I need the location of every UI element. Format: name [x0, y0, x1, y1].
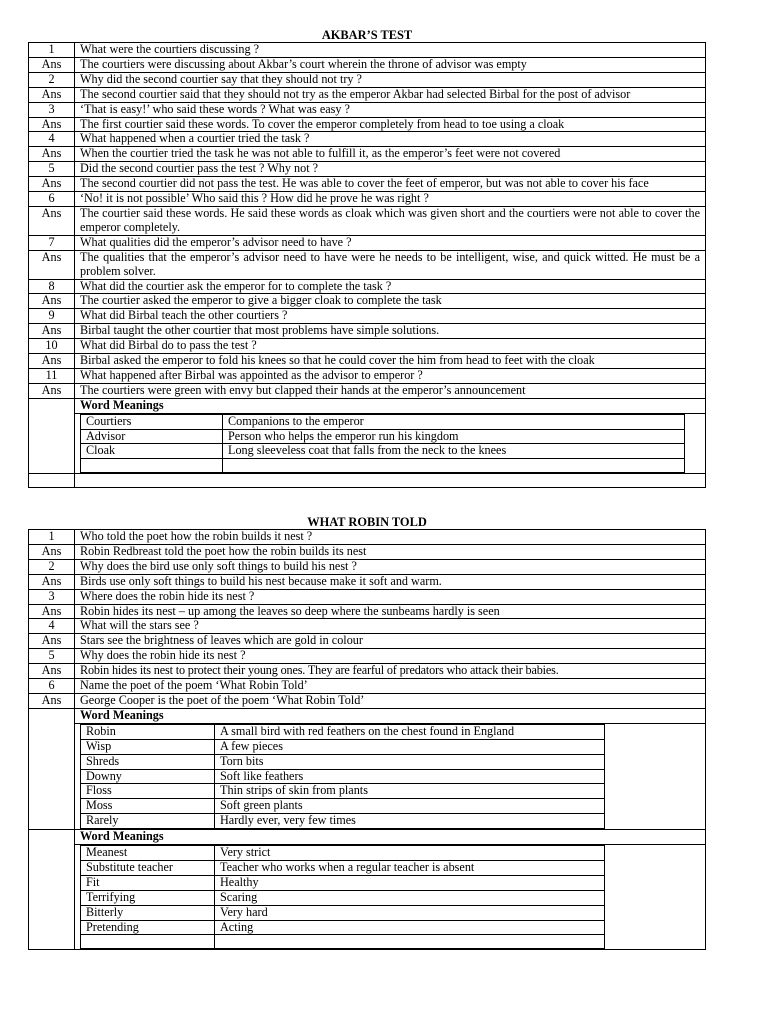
- row-text: ‘No! it is not possible’ Who said this ? How did he prove he was right ?: [75, 192, 706, 207]
- row-number: 11: [29, 368, 75, 383]
- word-meaning-row: [81, 814, 605, 829]
- qa-row: [29, 192, 706, 207]
- word-meanings-cell: [75, 723, 706, 829]
- meaning: Very strict: [215, 846, 605, 861]
- blank-cell: [685, 429, 700, 444]
- row-number: 3: [29, 589, 75, 604]
- row-text: What qualities did the emperor’s advisor need to have ?: [75, 235, 706, 250]
- row-number: [29, 708, 75, 723]
- word-meaning-row: [81, 784, 605, 799]
- row-number: Ans: [29, 634, 75, 649]
- meaning: A small bird with red feathers on the chest found in England: [215, 724, 605, 739]
- row-text: The second courtier did not pass the test. He was able to cover the feet of emperor, but was not able to cover his face: [75, 177, 706, 192]
- row-number: 2: [29, 559, 75, 574]
- row-text: The qualities that the emperor’s advisor need to have were he needs to be intelligent, wise, and quick witted. He must be a problem solver.: [75, 250, 706, 279]
- row-text: Name the poet of the poem ‘What Robin Told’: [75, 679, 706, 694]
- row-number: Ans: [29, 117, 75, 132]
- section-title-akbars-test: AKBAR’S TEST: [321, 28, 413, 42]
- meaning: Soft like feathers: [215, 769, 605, 784]
- row-text: Who told the poet how the robin builds it nest ?: [75, 530, 706, 545]
- word-meanings-heading: Word Meanings: [75, 830, 706, 845]
- row-number: 7: [29, 235, 75, 250]
- qa-row: [29, 693, 706, 708]
- row-number: 4: [29, 132, 75, 147]
- row-number: Ans: [29, 206, 75, 235]
- row-number: [29, 398, 75, 413]
- row-text: The courtiers were green with envy but clapped their hands at the emperor’s announcement: [75, 383, 706, 398]
- row-number: Ans: [29, 57, 75, 72]
- word-meaning-row: [81, 754, 605, 769]
- word-meaning-row: [81, 846, 605, 861]
- qa-row: [29, 206, 706, 235]
- word-meanings-table: [80, 724, 605, 829]
- word: Courtiers: [81, 414, 223, 429]
- row-number: Ans: [29, 294, 75, 309]
- meaning: Companions to the emperor: [223, 414, 685, 429]
- word-meanings-table: [80, 845, 605, 949]
- meaning: Acting: [215, 920, 605, 935]
- word: Advisor: [81, 429, 223, 444]
- row-text: ‘That is easy!’ who said these words ? What was easy ?: [75, 102, 706, 117]
- qa-row: [29, 574, 706, 589]
- meaning: Long sleeveless coat that falls from the neck to the knees: [223, 444, 685, 459]
- word-meanings-row: [29, 413, 706, 474]
- word-meanings-header-row: [29, 708, 706, 723]
- word-meaning-row: [81, 920, 605, 935]
- qa-row: [29, 132, 706, 147]
- row-number: 9: [29, 309, 75, 324]
- meaning: [215, 935, 605, 949]
- row-number: 1: [29, 530, 75, 545]
- row-number: Ans: [29, 574, 75, 589]
- qa-row: [29, 279, 706, 294]
- row-text: Why did the second courtier say that they should not try ?: [75, 72, 706, 87]
- row-text: What did Birbal do to pass the test ?: [75, 339, 706, 354]
- row-text: The courtier asked the emperor to give a bigger cloak to complete the task: [75, 294, 706, 309]
- qa-row: [29, 235, 706, 250]
- word-meanings-cell: [75, 845, 706, 950]
- qa-row: [29, 162, 706, 177]
- qa-row: [29, 589, 706, 604]
- row-text: The first courtier said these words. To cover the emperor completely from head to toe using a cloak: [75, 117, 706, 132]
- row-text: Stars see the brightness of leaves which are gold in colour: [75, 634, 706, 649]
- row-number: 5: [29, 162, 75, 177]
- blank-cell: [75, 474, 706, 488]
- word: Terrifying: [81, 890, 215, 905]
- row-text: George Cooper is the poet of the poem ‘What Robin Told’: [75, 693, 706, 708]
- qa-table-akbars-test: [28, 42, 706, 488]
- word: [81, 935, 215, 949]
- row-number: [29, 845, 75, 950]
- qa-row: [29, 102, 706, 117]
- word-meaning-row: [81, 429, 700, 444]
- qa-row: [29, 530, 706, 545]
- qa-row: [29, 354, 706, 369]
- meaning: [223, 459, 685, 473]
- word: [81, 459, 223, 473]
- row-number: 6: [29, 679, 75, 694]
- row-number: [29, 413, 75, 474]
- word: Substitute teacher: [81, 860, 215, 875]
- row-number: 3: [29, 102, 75, 117]
- word-meaning-row: [81, 799, 605, 814]
- word: Moss: [81, 799, 215, 814]
- word: Shreds: [81, 754, 215, 769]
- word-meaning-row: [81, 769, 605, 784]
- row-text: Birds use only soft things to build his nest because make it soft and warm.: [75, 574, 706, 589]
- row-text: Why does the bird use only soft things to build his nest ?: [75, 559, 706, 574]
- row-number: 10: [29, 339, 75, 354]
- row-number: Ans: [29, 324, 75, 339]
- word-meaning-row: [81, 444, 700, 459]
- word-meanings-table: [80, 414, 700, 474]
- meaning: Healthy: [215, 875, 605, 890]
- meaning: Very hard: [215, 905, 605, 920]
- qa-row: [29, 294, 706, 309]
- word-meaning-row: [81, 739, 605, 754]
- row-number: Ans: [29, 147, 75, 162]
- row-number: Ans: [29, 693, 75, 708]
- row-text: The courtiers were discussing about Akbar’s court wherein the throne of advisor was empty: [75, 57, 706, 72]
- qa-row: [29, 324, 706, 339]
- row-text: What happened after Birbal was appointed as the advisor to emperor ?: [75, 368, 706, 383]
- row-number: 5: [29, 649, 75, 664]
- row-text: The courtier said these words. He said these words as cloak which was given short and the courtiers were not able to cover the emperor completely.: [75, 206, 706, 235]
- qa-row: [29, 57, 706, 72]
- qa-row: [29, 250, 706, 279]
- word-meaning-row: [81, 860, 605, 875]
- word: Downy: [81, 769, 215, 784]
- word-meanings-row: [29, 845, 706, 950]
- row-number: Ans: [29, 177, 75, 192]
- qa-row: [29, 43, 706, 58]
- word: Pretending: [81, 920, 215, 935]
- qa-row: [29, 117, 706, 132]
- row-number: Ans: [29, 383, 75, 398]
- word-meanings-cell: [75, 413, 706, 474]
- word: Cloak: [81, 444, 223, 459]
- blank-cell: [685, 459, 700, 473]
- word-meaning-row: [81, 935, 605, 949]
- row-text: When the courtier tried the task he was not able to fulfill it, as the emperor’s feet were not covered: [75, 147, 706, 162]
- word-meaning-row: [81, 724, 605, 739]
- row-number: [29, 830, 75, 845]
- qa-row: [29, 559, 706, 574]
- word-meanings-heading: Word Meanings: [75, 398, 706, 413]
- section-title-what-robin-told: WHAT ROBIN TOLD: [307, 515, 427, 529]
- row-text: What did the courtier ask the emperor for to complete the task ?: [75, 279, 706, 294]
- word-meanings-header-row: [29, 398, 706, 413]
- blank-cell: [29, 474, 75, 488]
- row-number: 1: [29, 43, 75, 58]
- row-number: Ans: [29, 604, 75, 619]
- row-text: Did the second courtier pass the test ? Why not ?: [75, 162, 706, 177]
- qa-row: [29, 177, 706, 192]
- meaning: Person who helps the emperor run his kingdom: [223, 429, 685, 444]
- meaning: Scaring: [215, 890, 605, 905]
- qa-row: [29, 87, 706, 102]
- qa-row: [29, 72, 706, 87]
- row-text: What did Birbal teach the other courtiers ?: [75, 309, 706, 324]
- blank-cell: [685, 414, 700, 429]
- row-text: What were the courtiers discussing ?: [75, 43, 706, 58]
- qa-row: [29, 368, 706, 383]
- word: Fit: [81, 875, 215, 890]
- word: Rarely: [81, 814, 215, 829]
- qa-row: [29, 604, 706, 619]
- qa-row: [29, 664, 706, 679]
- qa-row: [29, 309, 706, 324]
- row-number: Ans: [29, 544, 75, 559]
- row-text: Robin hides its nest – up among the leaves so deep where the sunbeams hardly is seen: [75, 604, 706, 619]
- word: Bitterly: [81, 905, 215, 920]
- row-text: Birbal asked the emperor to fold his knees so that he could cover the him from head to feet with the cloak: [75, 354, 706, 369]
- row-number: Ans: [29, 664, 75, 679]
- row-text: What happened when a courtier tried the task ?: [75, 132, 706, 147]
- word: Meanest: [81, 846, 215, 861]
- meaning: Teacher who works when a regular teacher is absent: [215, 860, 605, 875]
- meaning: Soft green plants: [215, 799, 605, 814]
- qa-row: [29, 649, 706, 664]
- meaning: Hardly ever, very few times: [215, 814, 605, 829]
- row-number: 6: [29, 192, 75, 207]
- row-number: Ans: [29, 354, 75, 369]
- row-number: 4: [29, 619, 75, 634]
- row-number: 8: [29, 279, 75, 294]
- word-meaning-row: [81, 890, 605, 905]
- word-meanings-row: [29, 723, 706, 829]
- row-text: Robin Redbreast told the poet how the robin builds its nest: [75, 544, 706, 559]
- word-meaning-row: [81, 459, 700, 473]
- row-text: Why does the robin hide its nest ?: [75, 649, 706, 664]
- word-meaning-row: [81, 875, 605, 890]
- word-meaning-row: [81, 414, 700, 429]
- row-number: Ans: [29, 87, 75, 102]
- blank-row: [29, 474, 706, 488]
- row-text: What will the stars see ?: [75, 619, 706, 634]
- qa-row: [29, 619, 706, 634]
- word: Wisp: [81, 739, 215, 754]
- row-text: The second courtier said that they should not try as the emperor Akbar had selected Birbal for the post of advisor: [75, 87, 706, 102]
- word-meanings-header-row: [29, 830, 706, 845]
- qa-row: [29, 679, 706, 694]
- row-number: Ans: [29, 250, 75, 279]
- blank-cell: [685, 444, 700, 459]
- meaning: A few pieces: [215, 739, 605, 754]
- qa-row: [29, 147, 706, 162]
- word: Floss: [81, 784, 215, 799]
- word-meanings-heading: Word Meanings: [75, 708, 706, 723]
- row-text: Robin hides its nest to protect their young ones. They are fearful of predators who attack their babies.: [75, 664, 706, 679]
- row-number: 2: [29, 72, 75, 87]
- row-text: Where does the robin hide its nest ?: [75, 589, 706, 604]
- meaning: Thin strips of skin from plants: [215, 784, 605, 799]
- qa-row: [29, 339, 706, 354]
- word-meaning-row: [81, 905, 605, 920]
- meaning: Torn bits: [215, 754, 605, 769]
- qa-row: [29, 383, 706, 398]
- qa-row: [29, 544, 706, 559]
- word: Robin: [81, 724, 215, 739]
- row-number: [29, 723, 75, 829]
- qa-row: [29, 634, 706, 649]
- row-text: Birbal taught the other courtier that most problems have simple solutions.: [75, 324, 706, 339]
- qa-table-what-robin-told: [28, 529, 706, 950]
